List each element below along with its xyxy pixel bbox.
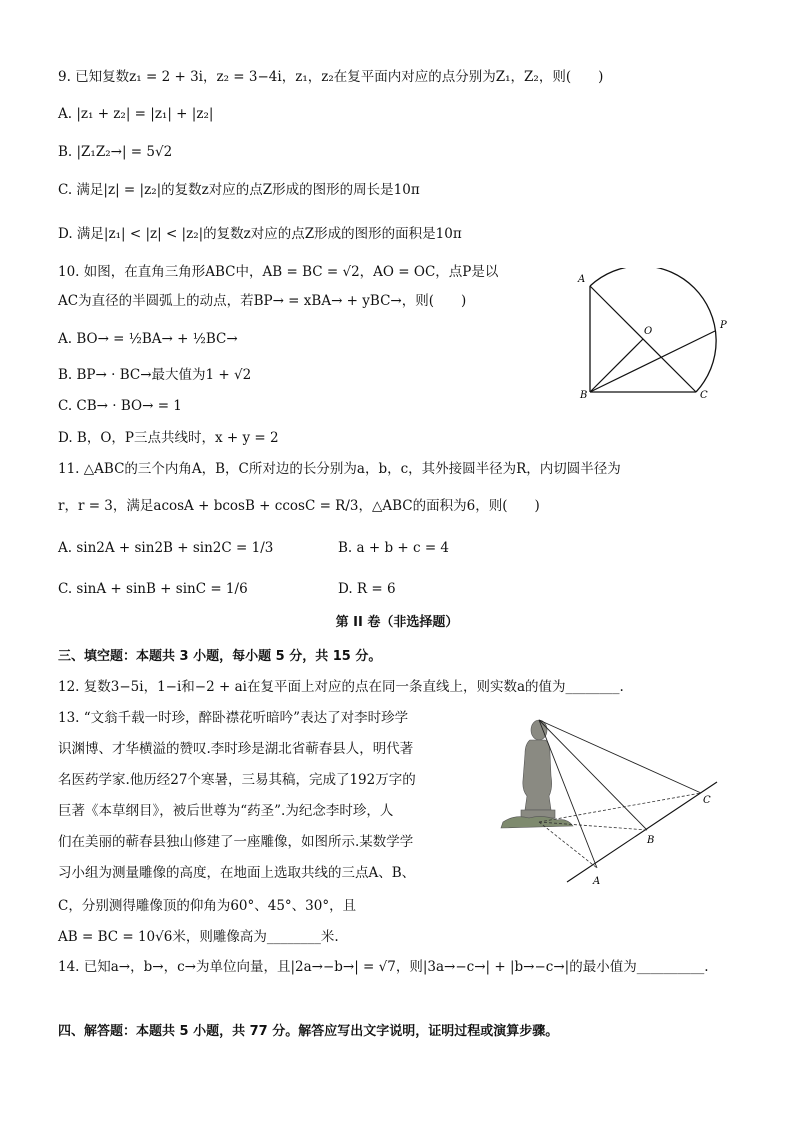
q10-figure [570,268,740,408]
label-a: A [578,274,586,285]
q9-option-c: C. 满足|z| = |z₂|的复数z对应的点Z形成的图形的周长是10π [58,182,420,198]
q13-line-1: 13. “文翁千载一时珍，醉卧襟花听暗吟”表达了对李时珍学 [58,710,409,726]
q10-option-d: D. B，O，P三点共线时，x + y = 2 [58,430,279,446]
q12-text: 12. 复数3−5i，1−i和−2 + ai在复平面上对应的点在同一条直线上，则实数a的值为________. [58,679,624,695]
section3-header: 三、填空题：本题共 3 小题，每小题 5 分，共 15 分。 [58,649,382,664]
q14-text: 14. 已知a→，b→，c→为单位向量，且|2a→−b→| = √7，则|3a→−c→| + |b→−c→|的最小值为__________. [58,959,709,975]
section4-header: 四、解答题：本题共 5 小题，共 77 分。解答应写出文字说明，证明过程或演算步骤。 [58,1024,559,1039]
q10-stem-1: 10. 如图，在直角三角形ABC中，AB = BC = √2，AO = OC，点P是以 [58,264,499,280]
label-o: O [644,326,653,337]
q10-stem-2: AC为直径的半圆弧上的动点，若BP→ = xBA→ + yBC→，则( ) [58,293,467,309]
q13-line-5: 们在美丽的蕲春县独山修建了一座雕像，如图所示.某数学学 [58,834,414,850]
label-b: B [580,390,588,401]
q11-stem-1: 11. △ABC的三个内角A，B，C所对边的长分别为a，b，c，其外接圆半径为R，内切圆半径为 [58,461,621,477]
q9-option-d: D. 满足|z₁| < |z| < |z₂|的复数z对应的点Z形成的图形的面积是10π [58,226,462,242]
statue-image [501,720,573,828]
label-p: P [720,320,727,331]
q13-line-3: 名医药学家.他历经27个寒暑，三易其稿，完成了192万字的 [58,772,416,788]
q9-stem: 9. 已知复数z₁ = 2 + 3i，z₂ = 3−4i，z₁，z₂在复平面内对应的点分别为Z₁，Z₂，则( ) [58,69,604,85]
segment-bo [590,339,643,392]
q9-option-a: A. |z₁ + z₂| = |z₁| + |z₂| [58,106,214,122]
base-line-c [539,793,701,822]
q13-figure [495,710,725,888]
label-a: A [593,876,601,887]
label-c: C [700,390,708,401]
q11-option-a: A. sin2A + sin2B + sin2C = 1/3 [58,540,274,556]
q11-option-c: C. sinA + sinB + sinC = 1/6 [58,581,248,597]
part2-title: 第 II 卷（非选择题） [335,615,459,630]
q9-option-b: B. |Z₁Z₂→| = 5√2 [58,144,173,160]
q10-option-c: C. CB→ · BO→ = 1 [58,398,182,414]
q11-stem-2: r，r = 3，满足acosA + bcosB + ccosC = R/3，△ABC的面积为6，则( ) [58,498,540,514]
q13-line-4: 巨著《本草纲目》，被后世尊为“药圣”.为纪念李时珍，人 [58,803,394,819]
q13-line-7: C，分别测得雕像顶的仰角为60°、45°、30°，且 [58,898,357,914]
q10-option-b: B. BP→ · BC→最大值为1 + √2 [58,367,252,383]
segment-bp [590,331,715,392]
q13-line-6: 习小组为测量雕像的高度，在地面上选取共线的三点A、B、 [58,865,416,881]
q13-line-8: AB = BC = 10√6米，则雕像高为________米. [58,929,339,945]
q10-option-a: A. BO→ = ½BA→ + ½BC→ [58,331,238,347]
ground-line [567,782,717,882]
q11-option-b: B. a + b + c = 4 [338,540,450,556]
label-b: B [647,835,655,846]
q13-line-2: 识渊博、才华横溢的赞叹.李时珍是湖北省蕲春县人，明代著 [58,741,414,757]
q11-option-d: D. R = 6 [338,581,396,597]
label-c: C [703,795,711,806]
